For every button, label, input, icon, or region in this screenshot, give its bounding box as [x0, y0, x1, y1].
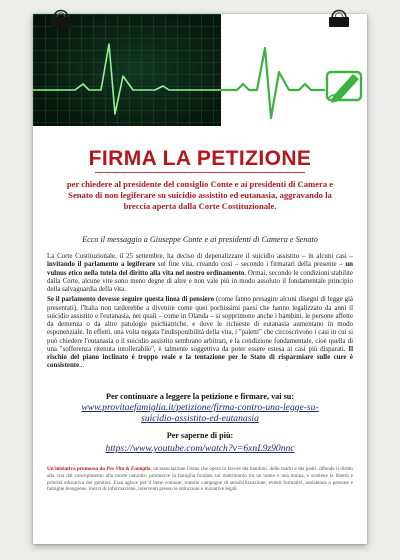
petition-link-line1[interactable]: www.provitaefamiglia.it/petizione/firma-contro-una-legge-su-: [81, 402, 319, 413]
body-bold-span: invitando il parlamento a legiferare: [47, 261, 156, 269]
title-divider: [95, 172, 305, 173]
body-text-span: sul fine vita, creando così – secondo i firmatari della presente –: [155, 261, 346, 269]
binder-clip-icon: [48, 6, 74, 28]
more-info-label: Per saperne di più:: [166, 431, 234, 440]
body-text-span: La Corte Costituzionale, il 25 settembre, ha deciso di depenalizzare il suicidio assistito – in alcuni casi –: [47, 253, 353, 260]
petition-poster: [33, 14, 367, 544]
body-bold-span: Se il parlamento dovesse seguire questa linea di pensiero: [47, 296, 215, 304]
footer-org: Pro Vita & Famiglia: [106, 466, 151, 472]
footer-lead: Un'iniziativa promossa da: [47, 466, 105, 472]
body-text-span: . Ormai, secondo le condizioni stabilite dalla Corte, alcune vite sono meno degne di altre e non vale più in modo assoluto il fondamentale principio della salvaguardia della vita.: [47, 269, 353, 293]
petition-link[interactable]: [53, 403, 347, 424]
body-text-span: (come fanno presagire alcuni disegni di legge già presentati), l'Italia non tarderebbe a divenire come quei pochissimi paesi che hanno legalizzato da anni il suicidio assistito e l'eutanasia, nei quali – come in Olanda – si sopprimono anche i bambini, le persone affette da demenza o da altre patologie psichiatriche, e dove le richieste di eutanasia aumentano in modo esponenziale. In effetti, una volta negata l'indisponibilità della vita, i "paletti" che circoscrivono i casi in cui si può chiedere l'eutanasia o il suicidio assistito sembrano arbitrari, e la condizione fondamentale, cioè quella di una "sofferenza ritenuta intollerabile", è talmente soggettiva da poter essere estesa ai casi più disparati.: [47, 296, 353, 353]
message-intro: Ecco il messaggio a Giuseppe Conte e ai presidenti di Camera e Senato: [82, 235, 318, 244]
call-to-action: Per continuare a leggere la petizione e firmare, vai su:: [105, 392, 295, 401]
body-bold-span: Il rischio del piano inclinato è troppo reale e la tentazione per lo Stato di risparmiare sulle cure è consistente: [47, 345, 353, 370]
pen-signing-icon: [327, 72, 361, 103]
petition-subtitle: per chiedere al presidente del consiglio Conte e ai presidenti di Camera e Senato di non legiferare su suicidio assistito ed eutanasia, aggravando la breccia aperta dalla Corte Costituzionale.: [66, 179, 334, 211]
body-bold-span: un vulnus etico nella tutela del diritto alla vita nel nostro ordinamento: [47, 261, 353, 277]
petition-link-line2[interactable]: suicidio-assistito-ed-eutanasia: [141, 412, 259, 424]
footer-body: , un'associazione Onlus che opera in favore dei bambini, delle madri e dei padri, difende il diritto alla vita dal concepimento alla morte naturale, promuove la famiglia fondata sul matrimonio tra un uomo e una donna, e sostiene la libertà e priorità educativa dei genitori. Essa agisce per il bene comune, tramite campagne di sensibilizzazione, eventi formativi, assistenza a persone e famiglie bisognose, mezzi di informazione, interventi presso le istituzioni e iniziative legali.: [47, 466, 353, 493]
header-graphic: [33, 14, 367, 126]
binder-clip-icon: [326, 6, 352, 28]
page-title: FIRMA LA PETIZIONE: [88, 147, 312, 170]
youtube-link[interactable]: https://www.youtube.com/watch?v=6xnL9z90nnc: [105, 443, 295, 454]
body-paragraph: [47, 253, 353, 294]
body-paragraph: [47, 296, 353, 370]
petition-body: [47, 253, 353, 373]
footer-note: [47, 466, 353, 493]
body-text-span: ...: [79, 362, 85, 370]
ecg-continuation-icon: [221, 48, 325, 118]
